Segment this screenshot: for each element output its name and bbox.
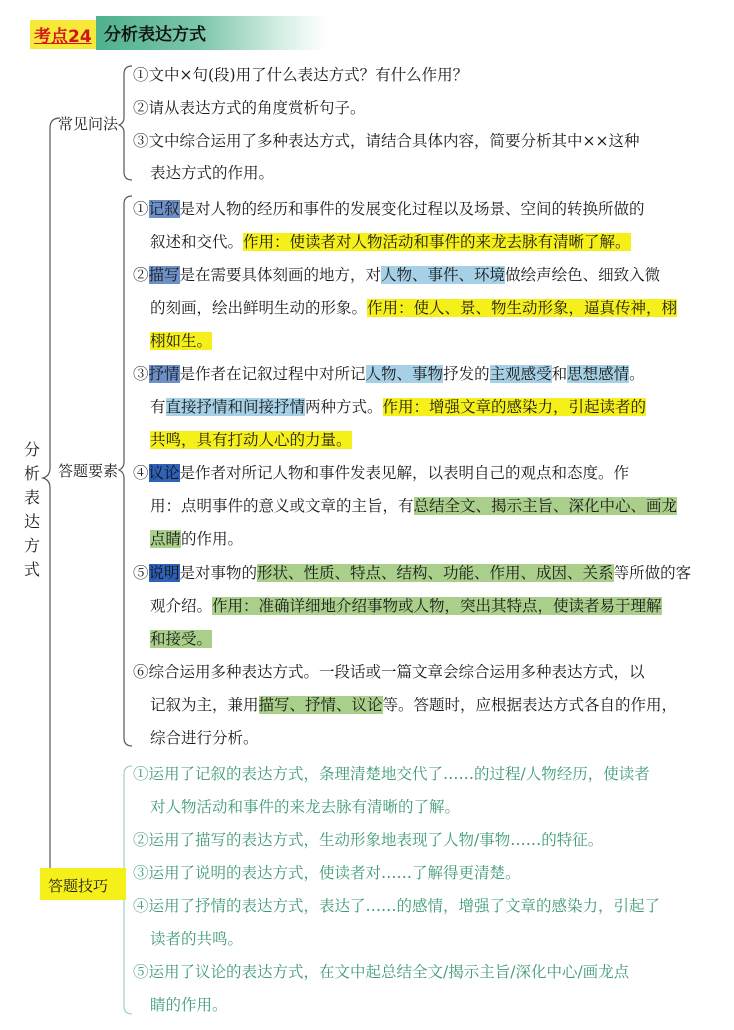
skill-line: ②运用了描写的表达方式，生动形象地表现了人物/事物……的特征。 bbox=[133, 831, 604, 849]
question-line: ②请从表达方式的角度赏析句子。 bbox=[133, 99, 366, 117]
term-exposition: 说明 bbox=[148, 564, 180, 582]
element-lyric-line1: ③抒情是作者在记叙过程中对所记人物、事物抒发的主观感受和思想感情。 bbox=[133, 365, 645, 383]
element-combined-line2: 记叙为主，兼用描写、抒情、议论等。答题时，应根据表达方式各自的作用， bbox=[150, 696, 678, 714]
topic-tag: 考点24 bbox=[30, 20, 96, 49]
element-description-line2: 的刻画，绘出鲜明生动的形象。作用：使人、景、物生动形象，逼真传神，栩 bbox=[150, 299, 678, 317]
element-combined-line1: ⑥综合运用多种表达方式。一段话或一篇文章会综合运用多种表达方式，以 bbox=[133, 663, 645, 681]
common-brace bbox=[119, 66, 132, 180]
narration-effect: 作用：使读者对人物活动和事件的来龙去脉有清晰了解。 bbox=[243, 233, 631, 251]
element-exposition-line1: ⑤说明是对事物的形状、性质、特点、结构、功能、作用、成因、关系等所做的客 bbox=[133, 564, 692, 582]
skill-line: 对人物活动和事件的来龙去脉有清晰的了解。 bbox=[150, 798, 461, 816]
skill-line: ⑤运用了议论的表达方式，在文中起总结全文/揭示主旨/深化中心/画龙点 bbox=[133, 963, 630, 981]
lyric-effect: 作用：增强文章的感染力，引起读者的 bbox=[382, 398, 647, 416]
question-line: ①文中×句(段)用了什么表达方式？有什么作用？ bbox=[133, 66, 469, 84]
element-description-line1: ②描写是在需要具体刻画的地方，对人物、事件、环境做绘声绘色、细致入微 bbox=[133, 266, 661, 284]
term-description: 描写 bbox=[148, 266, 180, 284]
page-title: 分析表达方式 bbox=[104, 25, 206, 45]
element-combined-line3: 综合进行分析。 bbox=[150, 729, 259, 747]
branch-answer-elements: 答题要素 bbox=[58, 462, 119, 480]
term-argument: 议论 bbox=[148, 464, 180, 482]
exposition-effect: 作用：准确详细地介绍事物或人物，突出其特点，使读者易于理解 bbox=[212, 597, 662, 615]
skill-line: ④运用了抒情的表达方式，表达了……的感情，增强了文章的感染力，引起了 bbox=[133, 897, 661, 915]
element-argument-line1: ④议论是作者对所记人物和事件发表见解，以表明自己的观点和态度。作 bbox=[133, 464, 630, 482]
skill-line: 睛的作用。 bbox=[150, 996, 228, 1014]
element-narration-line2: 叙述和交代。作用：使读者对人物活动和事件的来龙去脉有清晰了解。 bbox=[150, 233, 631, 251]
element-description-line3: 栩如生。 bbox=[150, 332, 213, 350]
term-lyric: 抒情 bbox=[148, 365, 180, 383]
element-argument-line3: 点睛的作用。 bbox=[150, 530, 244, 548]
element-lyric-line3: 共鸣，具有打动人心的力量。 bbox=[150, 431, 352, 449]
element-lyric-line2: 有直接抒情和间接抒情两种方式。作用：增强文章的感染力，引起读者的 bbox=[150, 398, 647, 416]
branch-common-questions: 常见问法 bbox=[58, 115, 119, 133]
question-line: ③文中综合运用了多种表达方式，请结合具体内容，简要分析其中××这种 bbox=[133, 132, 640, 150]
description-effect: 作用：使人、景、物生动形象，逼真传神，栩 bbox=[367, 299, 678, 317]
branch-answer-skills: 答题技巧 bbox=[48, 877, 109, 895]
element-narration-line1: ①记叙是对人物的经历和事件的发展变化过程以及场景、空间的转换所做的 bbox=[133, 200, 645, 218]
root-label: 分 析 表 达 方 式 bbox=[23, 440, 40, 579]
element-exposition-line2: 观介绍。作用：准确详细地介绍事物或人物，突出其特点，使读者易于理解 bbox=[150, 597, 662, 615]
skill-line: ①运用了记叙的表达方式，条理清楚地交代了……的过程/人物经历，使读者 bbox=[133, 765, 650, 783]
skill-line: 读者的共鸣。 bbox=[150, 930, 244, 948]
question-line: 表达方式的作用。 bbox=[150, 164, 275, 182]
skill-line: ③运用了说明的表达方式，使读者对……了解得更清楚。 bbox=[133, 864, 521, 882]
main-brace bbox=[43, 118, 60, 890]
element-exposition-line3: 和接受。 bbox=[150, 630, 213, 648]
element-argument-line2: 用：点明事件的意义或文章的主旨，有总结全文、揭示主旨、深化中心、画龙 bbox=[150, 497, 678, 515]
elements-brace bbox=[119, 196, 132, 746]
term-narration: 记叙 bbox=[148, 200, 180, 218]
